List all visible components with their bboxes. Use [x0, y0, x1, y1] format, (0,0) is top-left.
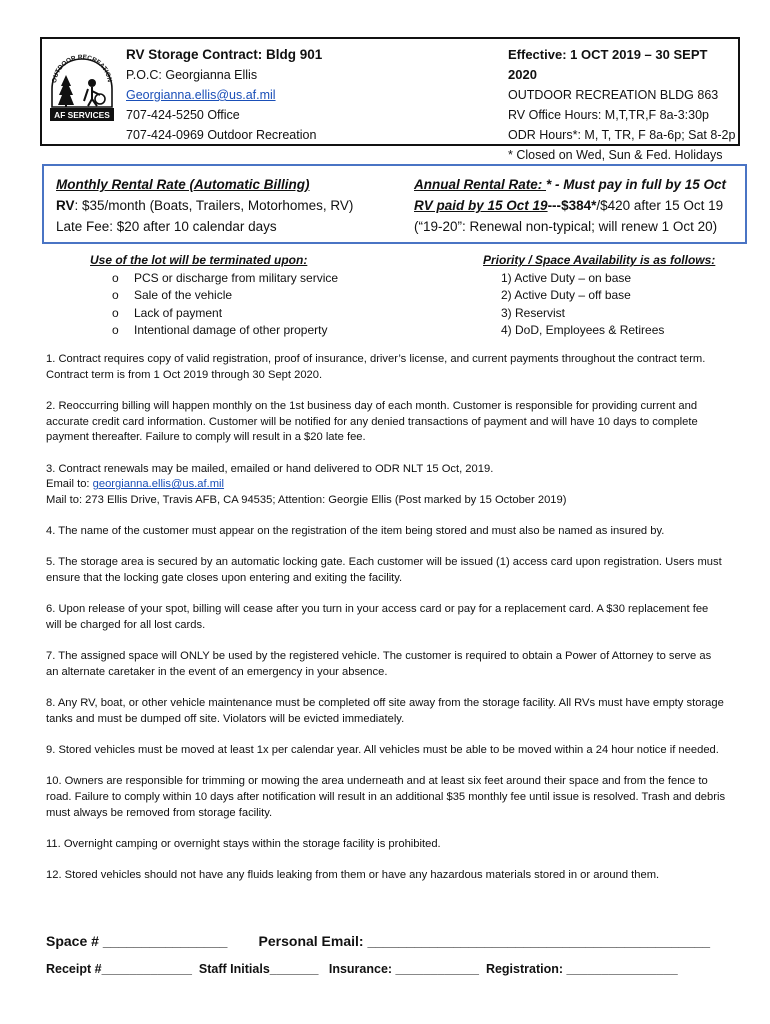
effective-info	[508, 45, 738, 165]
annual-dashes: ---	[547, 198, 562, 213]
annual-rate	[414, 174, 726, 237]
priority-title: Priority / Space Availability is as follows:	[483, 253, 716, 267]
list-item: 4) DoD, Employees & Retirees	[501, 323, 665, 337]
rental-rates-box	[42, 164, 747, 244]
fill-in-fields	[46, 930, 710, 980]
office-phone: 707-424-5250 Office	[126, 108, 240, 122]
odr-hours: ODR Hours*: M, T, TR, F 8a-6p; Sat 8-2p	[508, 128, 736, 142]
renewal-email-link[interactable]: georgianna.ellis@us.af.mil	[92, 478, 225, 491]
clause-7: 7. The assigned space will ONLY be used by the registered vehicle. The customer is required to obtain a Power of Attorney to serve as an alternate caretaker in the event of an emergency in your absence.	[46, 650, 712, 678]
termination-list	[90, 252, 338, 340]
rv-monthly-value: : $35/month (Boats, Trailers, Motorhomes, RV)	[74, 198, 354, 213]
monthly-rate-title: Monthly Rental Rate (Automatic Billing)	[56, 177, 310, 192]
list-item: o PCS or discharge from military service	[112, 270, 339, 285]
space-number-field[interactable]: Space # ________________	[46, 933, 228, 949]
clause-2: 2. Reoccurring billing will happen monthly on the 1st business day of each month. Customer is responsible for providing current and accurate credit card information. Customer will be notified for any denied transactions of payment and will have 10 days to complete payment thereafter. Failure to comply will result in a $20 late fee.	[46, 399, 698, 444]
clause-1: 1. Contract requires copy of valid registration, proof of insurance, driver’s license, and current payments throughout the contract term. Contract term is from 1 Oct 2019 through 30 Sept 2020.	[46, 353, 706, 381]
list-item: 2) Active Duty – off base	[501, 288, 631, 302]
svg-text:AF SERVICES: AF SERVICES	[54, 110, 110, 120]
contact-info	[126, 45, 322, 145]
clause-12: 12. Stored vehicles should not have any fluids leaking from them or have any hazardous materials stored in or around them.	[46, 868, 660, 881]
svg-text:OUTDOOR RECREATION: OUTDOOR RECREATION	[51, 53, 113, 84]
clause-3: 3. Contract renewals may be mailed, emailed or hand delivered to ODR NLT 15 Oct, 2019. Email to: georgianna.ellis@us.af.mil Mail to: 273 Ellis Drive, Travis AFB, CA 94535; Attention: Georgie Ellis (Post marked by 15 October 2019)	[46, 462, 567, 506]
list-item: o Lack of payment	[112, 305, 223, 320]
recreation-phone: 707-424-0969 Outdoor Recreation	[126, 128, 317, 142]
poc-line: P.O.C: Georgianna Ellis	[126, 68, 258, 82]
clause-9: 9. Stored vehicles must be moved at least 1x per calendar year. All vehicles must be able to be moved within a 24 hour notice if needed.	[46, 743, 719, 756]
effective-dates: Effective: 1 OCT 2019 – 30 SEPT 2020	[508, 47, 708, 82]
closed-note: * Closed on Wed, Sun & Fed. Holidays	[508, 148, 723, 162]
insurance-field[interactable]: Insurance: ____________	[328, 962, 479, 976]
late-fee: Late Fee: $20 after 10 calendar days	[56, 219, 277, 234]
termination-title: Use of the lot will be terminated upon:	[90, 253, 308, 267]
staff-initials-field[interactable]: Staff Initials_______	[198, 962, 319, 976]
annual-rate-note: * - Must pay in full by 15 Oct	[546, 177, 727, 192]
outdoor-recreation-logo	[48, 45, 116, 129]
monthly-rate	[56, 174, 353, 237]
list-item: 1) Active Duty – on base	[501, 270, 632, 285]
annual-rate-title: Annual Rental Rate:	[414, 177, 547, 192]
office-hours: RV Office Hours: M,T,TR,F 8a-3:30p	[508, 108, 709, 122]
renewal-note: (“19-20”: Renewal non-typical; will renew 1 Oct 20)	[414, 219, 718, 234]
annual-paid-by: RV paid by 15 Oct 19	[414, 198, 548, 213]
registration-field[interactable]: Registration: ________________	[485, 962, 678, 976]
clause-6: 6. Upon release of your spot, billing will cease after you turn in your access card or pay for a replacement card. A $30 replacement fee will be charged for all lost cards.	[46, 603, 709, 631]
list-item: o Intentional damage of other property	[112, 323, 328, 337]
clause-4: 4. The name of the customer must appear on the registration of the item being stored and must also be named as insured by.	[46, 525, 665, 538]
list-item: o Sale of the vehicle	[112, 288, 233, 302]
priority-list	[483, 252, 715, 340]
contract-title: RV Storage Contract: Bldg 901	[126, 47, 323, 62]
clause-8: 8. Any RV, boat, or other vehicle maintenance must be completed off site away from the storage facility. All RVs must have empty storage tanks and must be dumped off site. Violators will be evicted immediately.	[46, 697, 724, 725]
rv-label: RV	[56, 198, 75, 213]
building-line: OUTDOOR RECREATION BLDG 863	[508, 88, 719, 102]
personal-email-field[interactable]: Personal Email: ____________________________________________	[258, 933, 711, 949]
clause-5: 5. The storage area is secured by an automatic locking gate. Each customer will be issued (1) access card upon registration. Users must ensure that the locking gate closes upon entering and exiting the facility.	[46, 556, 722, 585]
annual-late-price: /$420 after 15 Oct 19	[596, 198, 724, 213]
receipt-number-field[interactable]: Receipt #_____________	[46, 962, 192, 976]
clause-10: 10. Owners are responsible for trimming or mowing the area underneath and at least six feet around their space and from the fence to road. Failure to comply within 10 days after notification will result in an additional $35 monthly fee until issue is resolved. Trash and debris must always be removed from storage facility.	[46, 775, 726, 819]
contact-email-link[interactable]: Georgianna.ellis@us.af.mil	[126, 88, 276, 102]
contract-clauses	[46, 352, 726, 899]
annual-price: $384*	[561, 198, 597, 213]
list-item: 3) Reservist	[501, 305, 566, 320]
contract-header	[40, 37, 740, 162]
clause-11: 11. Overnight camping or overnight stays within the storage facility is prohibited.	[46, 837, 441, 850]
